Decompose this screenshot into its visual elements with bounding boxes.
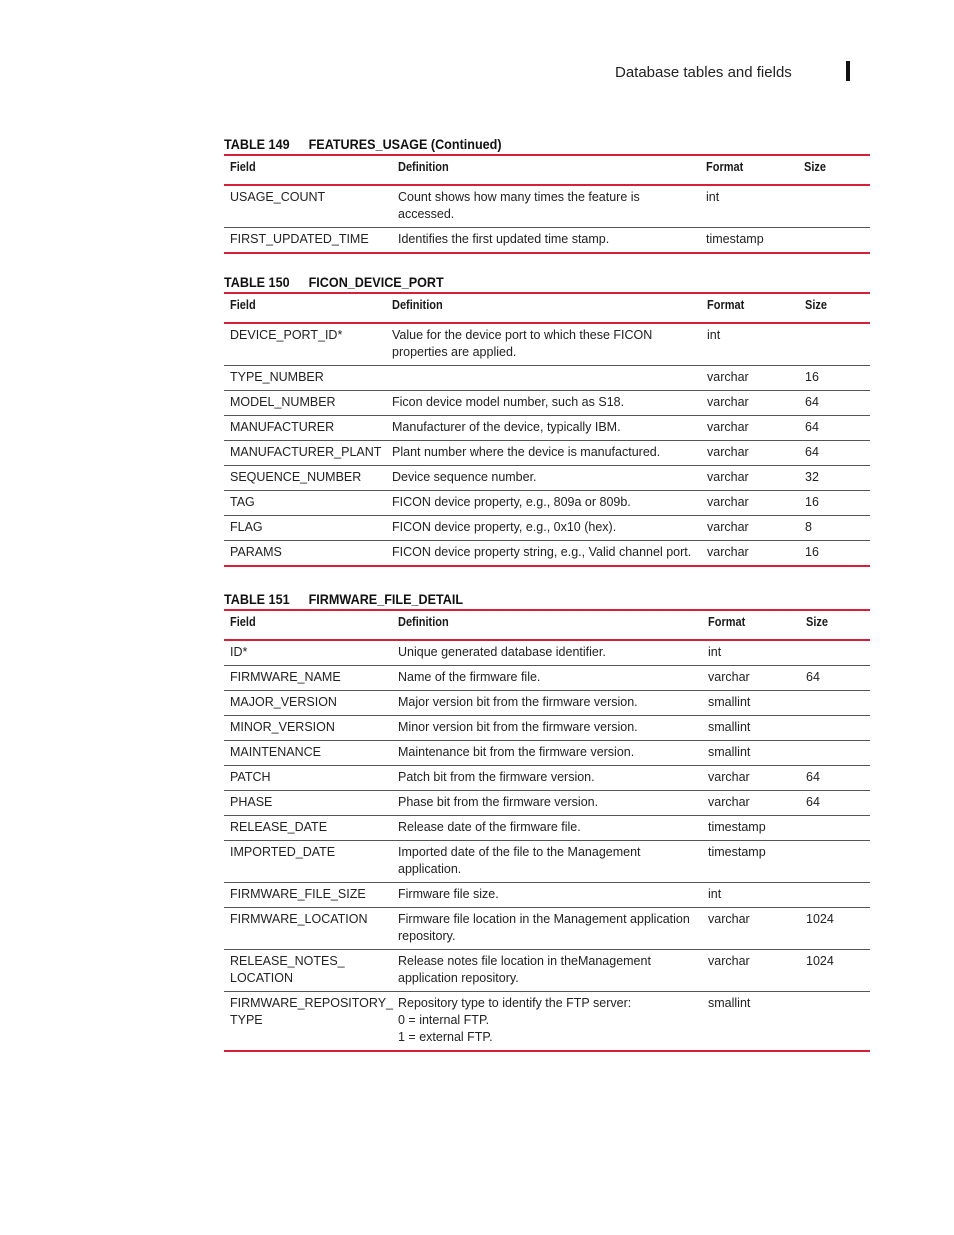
cell-size: 1024 [800, 950, 870, 992]
cell-format: varchar [701, 516, 799, 541]
table-row [224, 691, 870, 716]
cell-definition: Firmware file size. [392, 883, 702, 908]
table-row [224, 883, 870, 908]
cell-format: varchar [702, 791, 800, 816]
column-header-definition: Definition [386, 293, 701, 323]
cell-format: varchar [702, 766, 800, 791]
cell-size [800, 841, 870, 883]
cell-field: FLAG [224, 516, 386, 541]
cell-definition: Major version bit from the firmware version. [392, 691, 702, 716]
cell-size [798, 185, 870, 228]
cell-format: varchar [701, 466, 799, 491]
cell-format: int [708, 645, 722, 659]
cell-size [798, 228, 870, 254]
cell-size [800, 883, 870, 908]
cell-definition: Firmware file location in the Management application repository. [392, 908, 702, 950]
data-table [224, 154, 870, 254]
column-header-format: Format [700, 155, 798, 185]
table-caption [224, 134, 805, 154]
cell-field: FIRMWARE_LOCATION [224, 908, 392, 950]
cell-format: smallint [702, 716, 800, 741]
cell-definition: Count shows how many times the feature is accessed. [398, 190, 640, 221]
table-row [224, 491, 870, 516]
cell-format: int [706, 190, 720, 204]
table-row [224, 666, 870, 691]
cell-format: smallint [702, 691, 800, 716]
cell-field: TYPE_NUMBER [224, 366, 386, 391]
cell-size [800, 716, 870, 741]
table-caption [224, 589, 805, 609]
cell-format: timestamp [702, 841, 800, 883]
header-row [224, 155, 870, 185]
cell-definition: Phase bit from the firmware version. [392, 791, 702, 816]
table-row [224, 741, 870, 766]
cell-field: MAJOR_VERSION [224, 691, 392, 716]
table-ficon-device-port [224, 272, 870, 567]
cell-field: FIRST_UPDATED_TIME [224, 228, 392, 254]
cell-definition: FICON device property string, e.g., Valid channel port. [386, 541, 701, 567]
cell-size: 1024 [800, 908, 870, 950]
cell-size: 64 [799, 416, 870, 441]
table-row [224, 950, 870, 992]
cell-definition [386, 366, 701, 391]
table-row [224, 908, 870, 950]
table-firmware-file-detail [224, 589, 870, 1052]
cell-definition: Unique generated database identifier. [398, 645, 606, 659]
cell-format: varchar [701, 391, 799, 416]
cell-field: PARAMS [224, 541, 386, 567]
table-number: TABLE 150 [224, 274, 290, 290]
cell-definition: FICON device property, e.g., 0x10 (hex). [386, 516, 701, 541]
cell-format: timestamp [702, 816, 800, 841]
cell-format: varchar [701, 366, 799, 391]
cell-format: varchar [701, 441, 799, 466]
cell-field: RELEASE_DATE [224, 816, 392, 841]
cell-definition: FICON device property, e.g., 809a or 809b. [386, 491, 701, 516]
cell-format: varchar [701, 541, 799, 567]
cell-format: varchar [702, 908, 800, 950]
cell-size: 8 [799, 516, 870, 541]
cell-definition: Name of the firmware file. [392, 666, 702, 691]
cell-size [800, 691, 870, 716]
cell-definition: Device sequence number. [386, 466, 701, 491]
cell-field: ID* [230, 645, 248, 659]
chapter-marker-bar [846, 61, 850, 81]
table-row [224, 541, 870, 567]
cell-field: MANUFACTURER_PLANT [224, 441, 386, 466]
cell-field: FIRMWARE_FILE_SIZE [224, 883, 392, 908]
cell-definition: Imported date of the file to the Management application. [392, 841, 702, 883]
table-number: TABLE 149 [224, 136, 290, 152]
cell-format: varchar [702, 950, 800, 992]
cell-definition: Release date of the firmware file. [392, 816, 702, 841]
table-row [224, 391, 870, 416]
column-header-definition: Definition [392, 610, 702, 640]
cell-field: RELEASE_NOTES_ LOCATION [224, 950, 392, 992]
cell-size: 64 [800, 791, 870, 816]
cell-field: FIRMWARE_REPOSITORY_ TYPE [224, 992, 392, 1052]
table-title: FICON_DEVICE_PORT [308, 274, 444, 290]
cell-format: timestamp [700, 228, 798, 254]
table-row [224, 791, 870, 816]
cell-size: 16 [799, 541, 870, 567]
cell-definition: Maintenance bit from the firmware version. [392, 741, 702, 766]
cell-format: int [702, 883, 800, 908]
column-header-field: Field [224, 293, 386, 323]
cell-size [799, 323, 870, 366]
table-row [224, 716, 870, 741]
cell-size [800, 741, 870, 766]
table-row [224, 841, 870, 883]
table-features-usage [224, 134, 870, 254]
cell-size: 16 [799, 366, 870, 391]
column-header-size: Size [798, 155, 870, 185]
cell-format: varchar [701, 491, 799, 516]
table-row [224, 640, 870, 666]
column-header-format: Format [702, 610, 800, 640]
cell-definition: Patch bit from the firmware version. [392, 766, 702, 791]
table-row [224, 466, 870, 491]
cell-format: varchar [701, 416, 799, 441]
cell-field: USAGE_COUNT [230, 190, 326, 204]
cell-field: MAINTENANCE [224, 741, 392, 766]
cell-definition: Minor version bit from the firmware version. [392, 716, 702, 741]
data-table [224, 609, 870, 1052]
cell-field: SEQUENCE_NUMBER [224, 466, 386, 491]
cell-definition: Manufacturer of the device, typically IBM. [386, 416, 701, 441]
cell-definition: Ficon device model number, such as S18. [386, 391, 701, 416]
table-row [224, 323, 870, 366]
cell-field: MANUFACTURER [224, 416, 386, 441]
table-row [224, 228, 870, 254]
cell-size: 64 [800, 666, 870, 691]
cell-format: int [707, 328, 721, 342]
cell-field: DEVICE_PORT_ID* [230, 328, 343, 342]
cell-definition: Release notes file location in theManagement application repository. [392, 950, 702, 992]
table-number: TABLE 151 [224, 591, 290, 607]
table-row [224, 441, 870, 466]
table-title: FEATURES_USAGE (Continued) [308, 136, 502, 152]
table-row [224, 516, 870, 541]
cell-format: varchar [702, 666, 800, 691]
data-table [224, 292, 870, 567]
cell-size [800, 992, 870, 1052]
table-row [224, 816, 870, 841]
table-row [224, 366, 870, 391]
cell-size [800, 816, 870, 841]
column-header-size: Size [800, 610, 870, 640]
cell-field: MODEL_NUMBER [224, 391, 386, 416]
table-caption [224, 272, 805, 292]
cell-field: PATCH [224, 766, 392, 791]
cell-size: 64 [799, 441, 870, 466]
cell-size: 64 [799, 391, 870, 416]
cell-format: smallint [702, 741, 800, 766]
cell-field: PHASE [224, 791, 392, 816]
table-row [224, 416, 870, 441]
column-header-format: Format [701, 293, 799, 323]
cell-definition: Plant number where the device is manufactured. [386, 441, 701, 466]
column-header-definition: Definition [392, 155, 700, 185]
table-row [224, 766, 870, 791]
cell-field: FIRMWARE_NAME [224, 666, 392, 691]
cell-field: MINOR_VERSION [224, 716, 392, 741]
column-header-size: Size [799, 293, 870, 323]
cell-size: 16 [799, 491, 870, 516]
column-header-field: Field [224, 155, 392, 185]
cell-size: 64 [800, 766, 870, 791]
cell-field: IMPORTED_DATE [224, 841, 392, 883]
cell-definition: Repository type to identify the FTP server: 0 = internal FTP. 1 = external FTP. [392, 992, 702, 1052]
cell-field: TAG [224, 491, 386, 516]
running-head: Database tables and fields [615, 64, 792, 81]
table-title: FIRMWARE_FILE_DETAIL [308, 591, 464, 607]
cell-definition: Value for the device port to which these FICON properties are applied. [392, 328, 653, 359]
cell-format: smallint [702, 992, 800, 1052]
cell-definition: Identifies the first updated time stamp. [392, 228, 700, 254]
header-row [224, 610, 870, 640]
table-row [224, 992, 870, 1052]
table-row [224, 185, 870, 228]
cell-size: 32 [799, 466, 870, 491]
cell-size [800, 640, 870, 666]
header-row [224, 293, 870, 323]
column-header-field: Field [224, 610, 392, 640]
